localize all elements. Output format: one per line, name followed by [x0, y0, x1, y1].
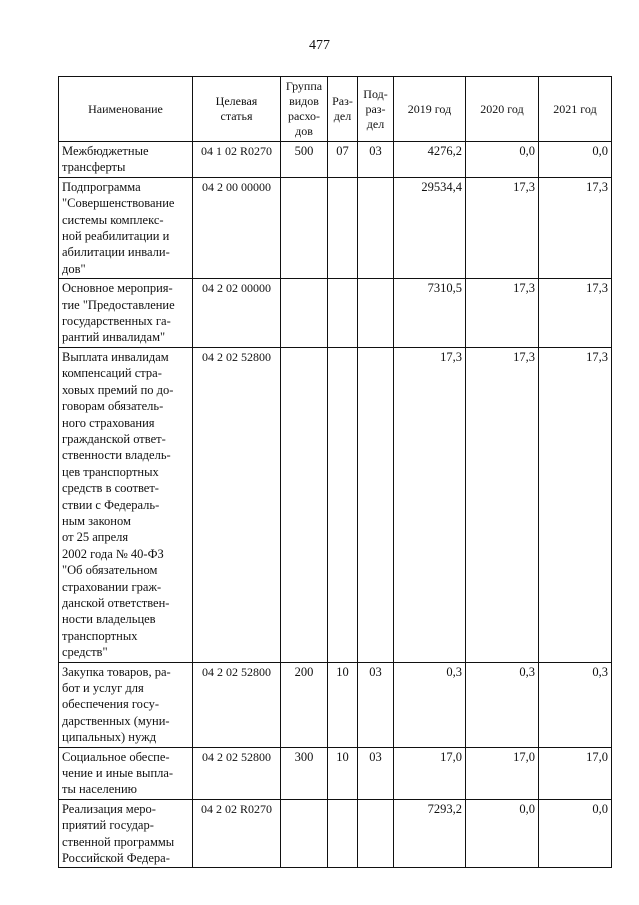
cell-2021: 17,3 — [539, 347, 612, 662]
cell-2021: 17,3 — [539, 279, 612, 348]
cell-subsection — [358, 177, 394, 278]
header-year-2021: 2021 год — [539, 77, 612, 142]
cell-subsection — [358, 799, 394, 868]
cell-section: 10 — [328, 662, 358, 747]
cell-name: Реализация меро- приятий государ- ственной программы Российской Федера- — [59, 799, 193, 868]
cell-group — [281, 799, 328, 868]
cell-name: Межбюджетные трансферты — [59, 142, 193, 178]
header-section: Раз- дел — [328, 77, 358, 142]
cell-code: 04 2 02 52800 — [193, 662, 281, 747]
cell-code: 04 2 00 00000 — [193, 177, 281, 278]
table-row — [59, 142, 612, 178]
cell-subsection — [358, 279, 394, 348]
cell-code: 04 2 02 R0270 — [193, 799, 281, 868]
cell-section — [328, 799, 358, 868]
cell-subsection — [358, 347, 394, 662]
cell-section — [328, 347, 358, 662]
cell-subsection: 03 — [358, 747, 394, 799]
page-number: 477 — [309, 38, 330, 53]
cell-2020: 0,3 — [466, 662, 539, 747]
table-row — [59, 279, 612, 348]
table-row — [59, 662, 612, 747]
cell-code: 04 2 02 52800 — [193, 747, 281, 799]
cell-2021: 0,3 — [539, 662, 612, 747]
cell-2019: 29534,4 — [394, 177, 466, 278]
header-year-2020: 2020 год — [466, 77, 539, 142]
cell-subsection: 03 — [358, 662, 394, 747]
table-row — [59, 347, 612, 662]
cell-2019: 17,0 — [394, 747, 466, 799]
cell-2019: 17,3 — [394, 347, 466, 662]
cell-2020: 17,3 — [466, 279, 539, 348]
header-year-2019: 2019 год — [394, 77, 466, 142]
cell-group: 300 — [281, 747, 328, 799]
cell-2020: 17,3 — [466, 347, 539, 662]
header-subsection: Под- раз- дел — [358, 77, 394, 142]
cell-group — [281, 279, 328, 348]
table-row — [59, 747, 612, 799]
cell-group: 200 — [281, 662, 328, 747]
cell-name: Социальное обеспе- чение и иные выпла- ты населению — [59, 747, 193, 799]
header-expense-group: Группа видов расхо- дов — [281, 77, 328, 142]
header-target-article: Целевая статья — [193, 77, 281, 142]
cell-code: 04 2 02 00000 — [193, 279, 281, 348]
cell-group — [281, 177, 328, 278]
cell-name: Выплата инвалидам компенсаций стра- ховых премий по до- говорам обязатель- ного страхования гражданской ответ- ственности владель- цев транспортных средств в соответ- ствии с Федераль- ным законом от 25 апреля 2002 года № 40-ФЗ "Об обязательном страховании граж- данской ответствен- ности владельцев транспортных средств" — [59, 347, 193, 662]
cell-section: 10 — [328, 747, 358, 799]
cell-2020: 17,3 — [466, 177, 539, 278]
cell-name: Закупка товаров, ра- бот и услуг для обеспечения госу- дарственных (муни- ципальных) нужд — [59, 662, 193, 747]
cell-2020: 17,0 — [466, 747, 539, 799]
cell-section — [328, 279, 358, 348]
table-row — [59, 177, 612, 278]
cell-2021: 0,0 — [539, 799, 612, 868]
budget-table — [58, 76, 612, 868]
header-name: Наименование — [59, 77, 193, 142]
cell-group: 500 — [281, 142, 328, 178]
table-row — [59, 799, 612, 868]
cell-name: Основное мероприя- тие "Предоставление государственных га- рантий инвалидам" — [59, 279, 193, 348]
cell-2019: 7310,5 — [394, 279, 466, 348]
cell-section: 07 — [328, 142, 358, 178]
cell-2020: 0,0 — [466, 799, 539, 868]
cell-name: Подпрограмма "Совершенствование системы комплекс- ной реабилитации и абилитации инвали- дов" — [59, 177, 193, 278]
cell-subsection: 03 — [358, 142, 394, 178]
cell-section — [328, 177, 358, 278]
cell-2019: 0,3 — [394, 662, 466, 747]
cell-2020: 0,0 — [466, 142, 539, 178]
cell-code: 04 1 02 R0270 — [193, 142, 281, 178]
cell-2021: 17,3 — [539, 177, 612, 278]
cell-group — [281, 347, 328, 662]
table-header-row — [59, 77, 612, 142]
cell-2019: 4276,2 — [394, 142, 466, 178]
cell-2019: 7293,2 — [394, 799, 466, 868]
cell-2021: 17,0 — [539, 747, 612, 799]
cell-2021: 0,0 — [539, 142, 612, 178]
cell-code: 04 2 02 52800 — [193, 347, 281, 662]
